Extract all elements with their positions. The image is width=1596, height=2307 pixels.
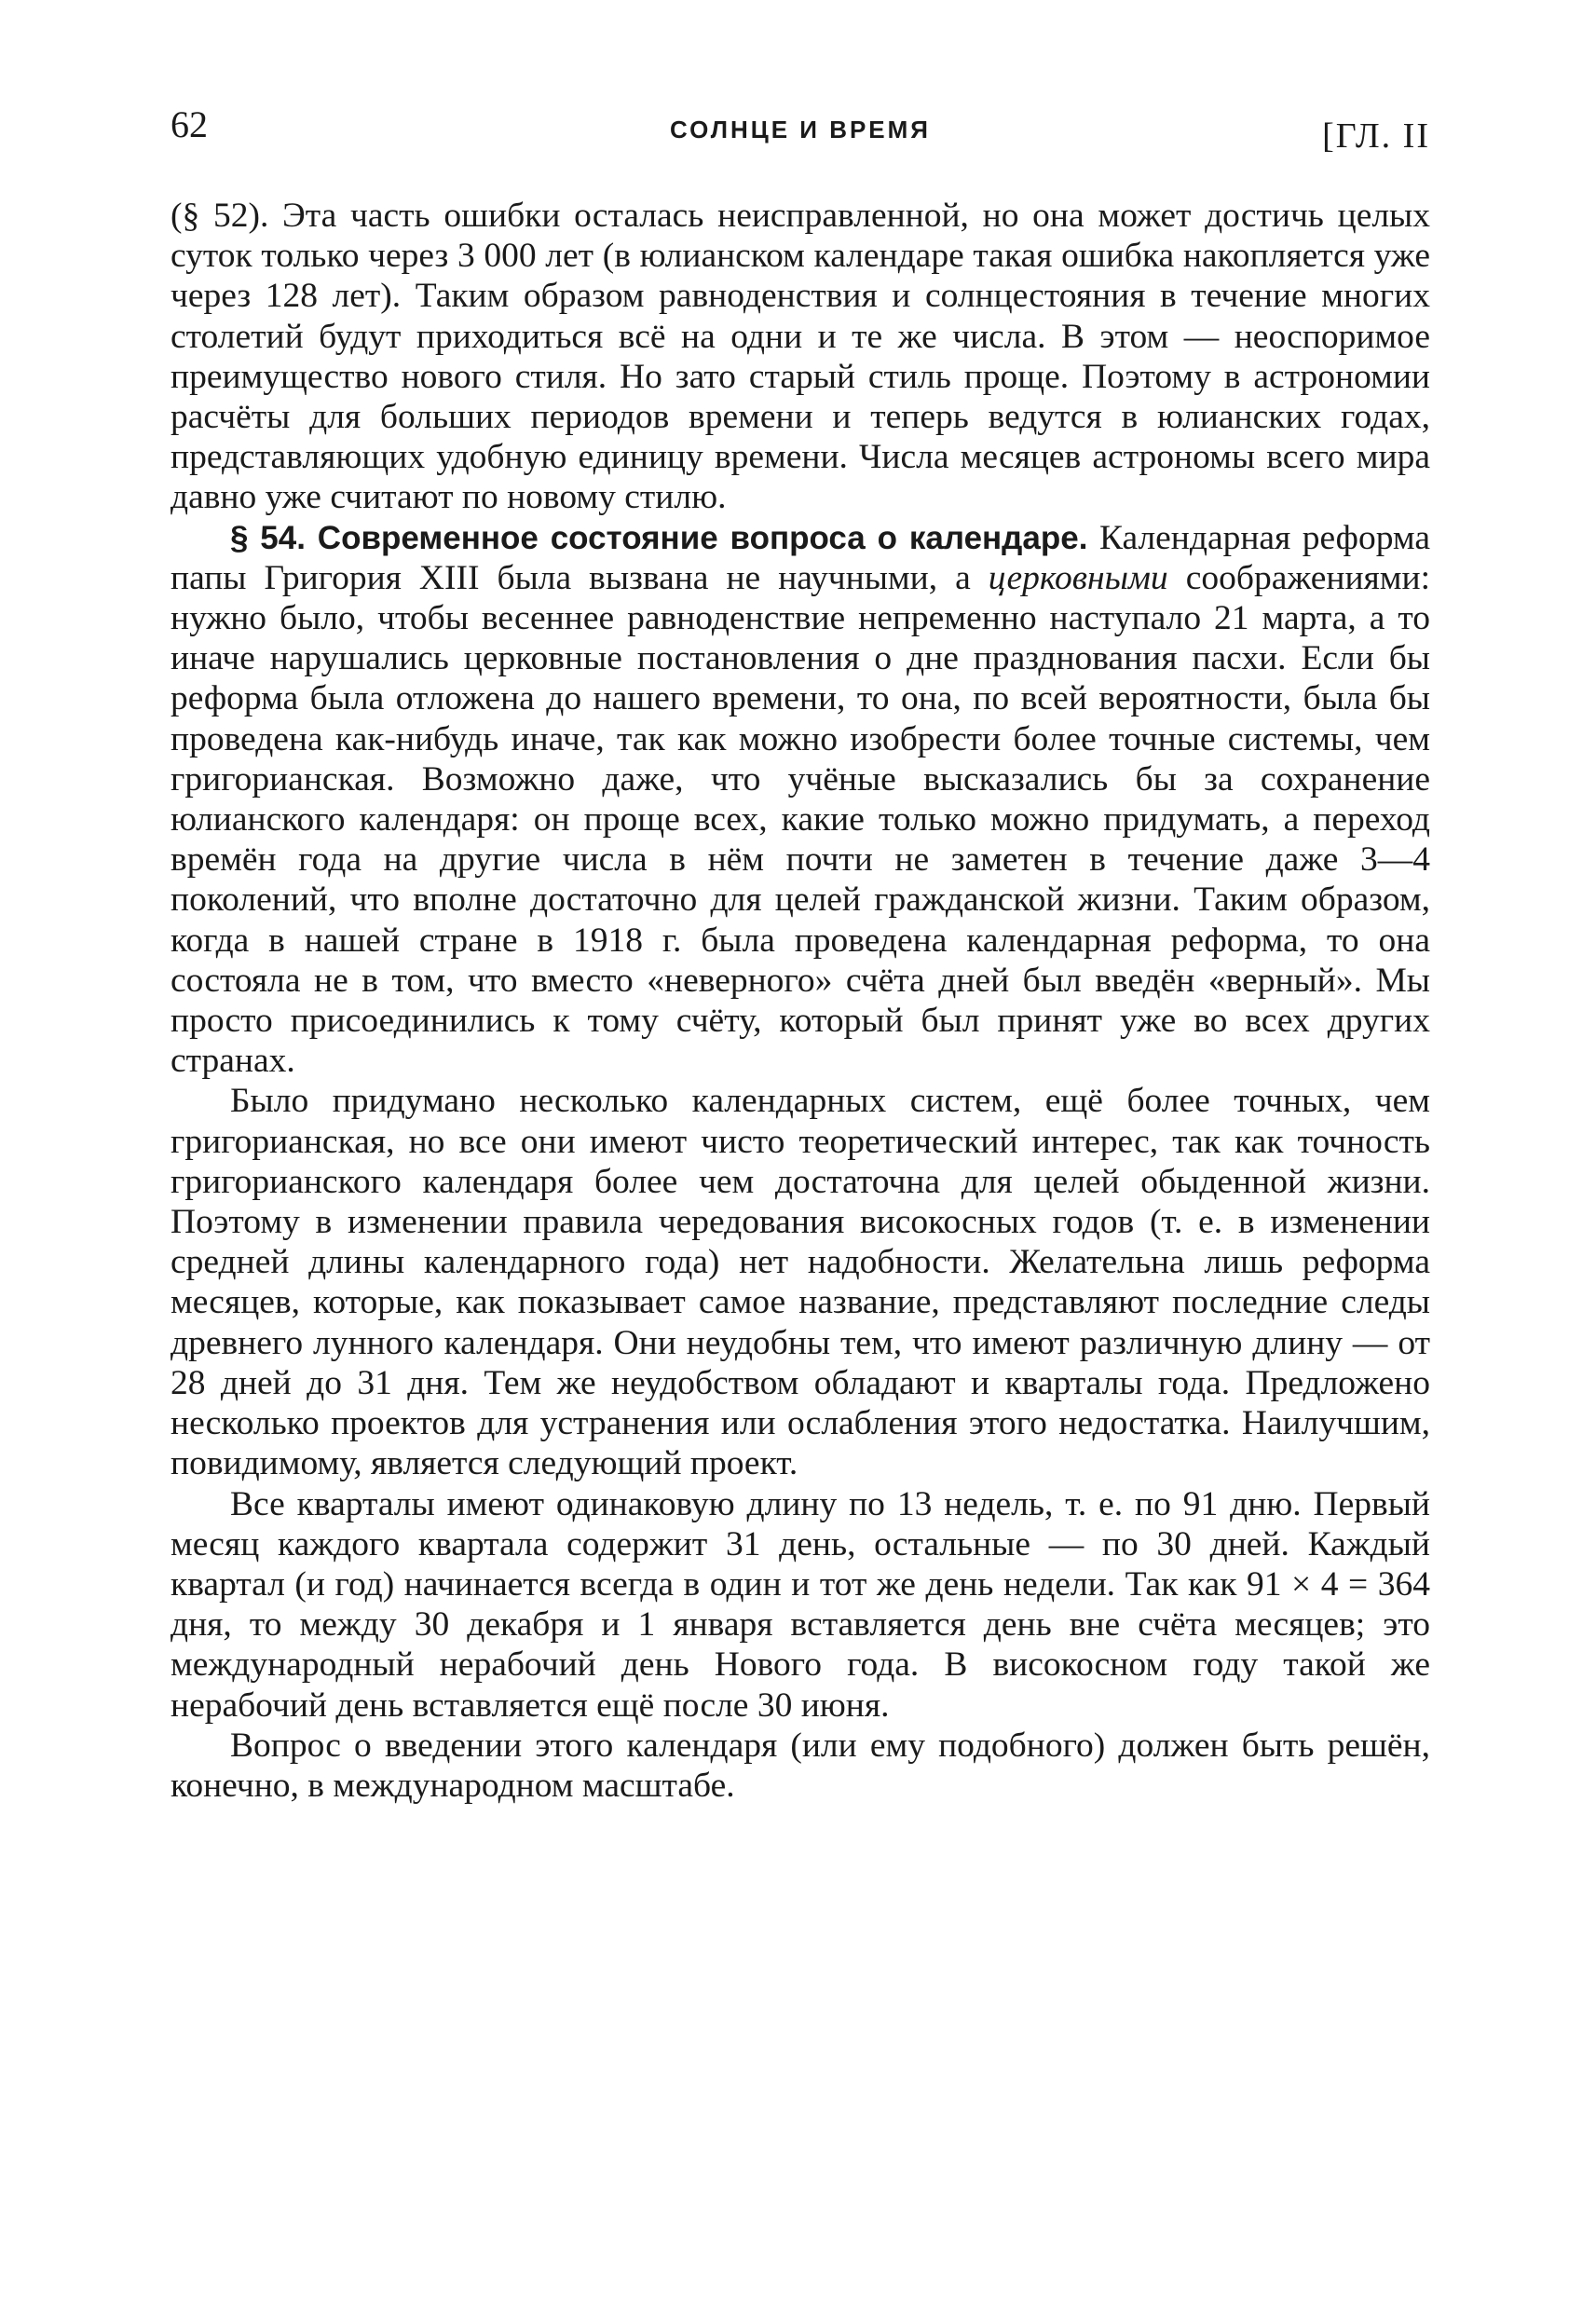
paragraph-calendar-systems: Было придумано несколько календарных систем, ещё более точных, чем григорианская, но все они имеют чисто теоретический интерес, так как точность григорианского календаря более чем достаточна для целей обыденной жизни. Поэтому в изменении правила чередования високосных годов (т. е. в изменении средней длины календарного года) нет надобности. Желательна лишь реформа месяцев, которые, как показывает самое название, представляют последние следы древнего лунного календаря. Они неудобны тем, что имеют различную длину — от 28 дней до 31 дня. Тем же неудобством обладают и кварталы года. Предложено несколько проектов для устранения или ослабления этого недостатка. Наилучшим, повидимому, является следующий проект. [171, 1082, 1430, 1483]
running-head [171, 102, 1430, 158]
paragraph-continuation: (§ 52). Эта часть ошибки осталась неисправленной, но она может достичь целых суток только через 3 000 лет (в юлианском календаре такая ошибка накопляется уже через 128 лет). Таким образом равноденствия и солнцестояния в течение многих столетий будут приходиться всё на одни и те же числа. В этом — неоспоримое преимущество нового стиля. Но зато старый стиль проще. Поэтому в астрономии расчёты для больших периодов времени и теперь ведутся в юлианских годах, представляющих удобную единицу времени. Числа месяцев астрономы всего мира давно уже считают по новому стилю. [171, 197, 1430, 517]
section-text-start: Календарная реформа папы Григория XIII была вызвана не научными, а [171, 518, 1430, 597]
body-text [171, 196, 1430, 1806]
emphasized-word: церковными [988, 558, 1168, 597]
chapter-mark: [ГЛ. II [1322, 116, 1430, 156]
running-title: СОЛНЦЕ И ВРЕМЯ [670, 116, 931, 143]
paragraph-quarters-project: Все кварталы имеют одинаковую длину по 13 недель, т. е. по 91 дню. Первый месяц каждого квартала содержит 31 день, остальные — по 30 дней. Каждый квартал (и год) начинается всегда в один и тот же день недели. Так как 91 × 4 = 364 дня, то между 30 декабря и 1 января вставляется день вне счёта месяцев; это международный нерабочий день Нового года. В високосном году такой же нерабочий день вставляется ещё после 30 июня. [171, 1484, 1430, 1725]
book-page [171, 102, 1430, 1806]
page-number: 62 [171, 103, 208, 145]
paragraph-conclusion: Вопрос о введении этого календаря (или ему подобного) должен быть решён, конечно, в международном масштабе. [171, 1726, 1430, 1805]
section-54-paragraph [171, 518, 1430, 1082]
section-heading: § 54. Современное состояние вопроса о календаре. [230, 519, 1088, 556]
section-text-end: соображениями: нужно было, чтобы весеннее равноденствие непременно наступало 21 марта, а то иначе нарушались церковные постановления о дне празднования пасхи. Если бы реформа была отложена до нашего времени, то она, по всей вероятности, была бы проведена как-нибудь иначе, так как можно изобрести более точные системы, чем григорианская. Возможно даже, что учёные высказались бы за сохранение юлианского календаря: он проще всех, какие только можно придумать, а переход времён года на другие числа в нём почти не заметен в течение даже 3—4 поколений, что вполне достаточно для целей гражданской жизни. Таким образом, когда в нашей стране в 1918 г. была проведена календарная реформа, то она состояла не в том, что вместо «неверного» счёта дней был введён «верный». Мы просто присоединились к тому счёту, который был принят уже во всех других странах. [171, 558, 1430, 1081]
